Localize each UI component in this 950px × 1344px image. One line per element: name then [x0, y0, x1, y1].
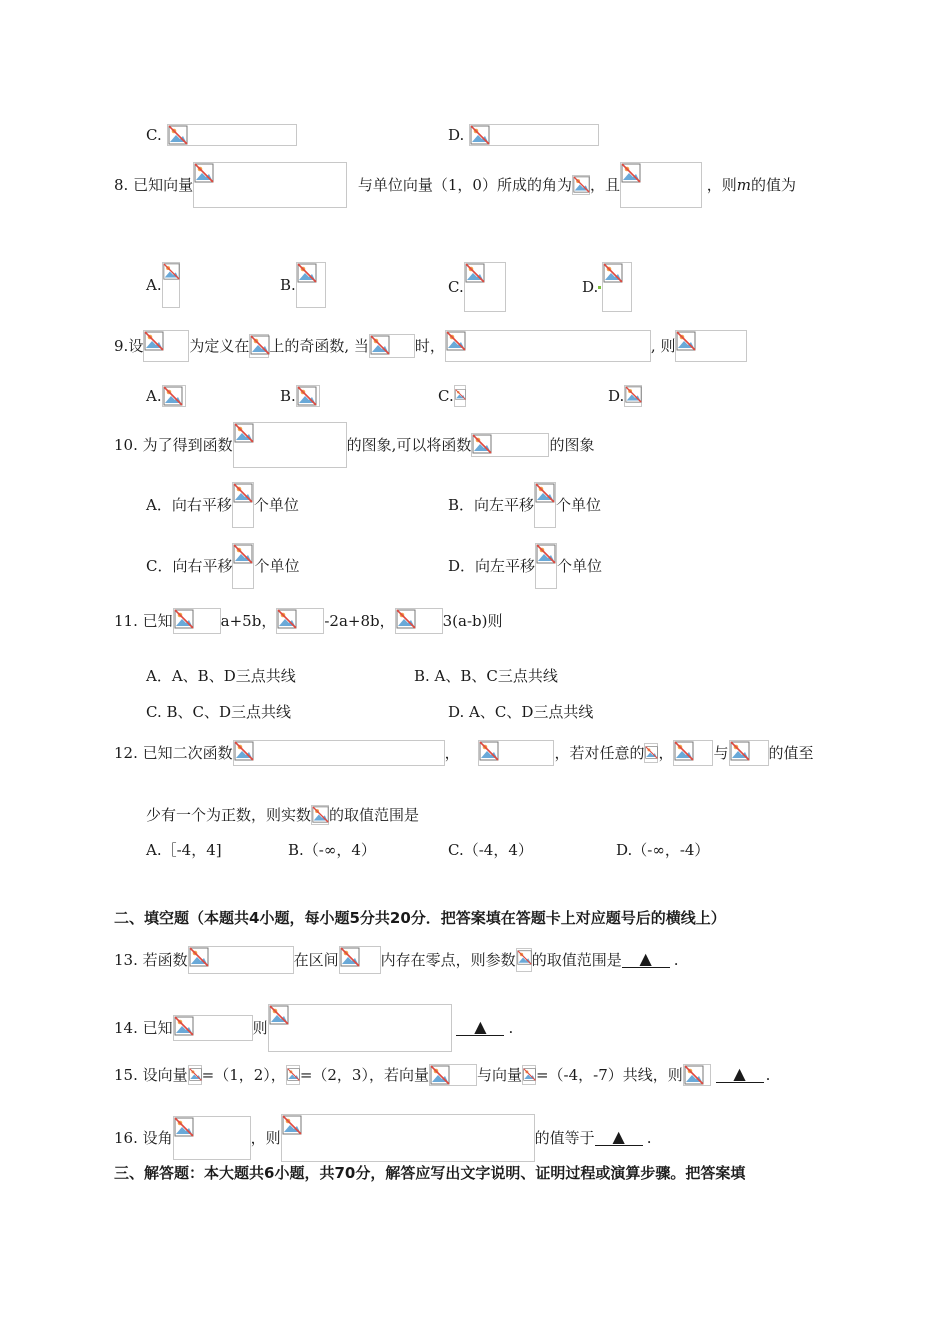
formula-image — [233, 422, 347, 468]
formula-image — [535, 543, 557, 589]
broken-image-icon — [684, 1065, 704, 1085]
broken-image-icon — [340, 947, 360, 967]
q9-option-a: A. — [146, 385, 186, 407]
broken-image-icon — [455, 386, 466, 403]
formula-image — [311, 805, 329, 825]
formula-image — [602, 262, 632, 312]
question-9: 9.设 为定义在 上的奇函数, 当 时， , 则 — [114, 330, 747, 362]
broken-image-icon — [312, 806, 329, 823]
formula-image — [249, 334, 269, 358]
broken-image-icon — [234, 423, 254, 443]
question-12-cont: 少有一个为正数，则实数 的取值范围是 — [146, 806, 420, 824]
broken-image-icon — [174, 1117, 194, 1137]
broken-image-icon — [189, 947, 209, 967]
broken-image-icon — [163, 263, 180, 280]
broken-image-icon — [250, 335, 270, 355]
question-15: 15. 设向量 =（1，2）， =（2，3），若向量 与向量 =（-4，-7）共线，则 ▲ . — [114, 1064, 771, 1084]
q12-option-a: A.［-4，4] — [146, 841, 222, 859]
broken-image-icon — [446, 331, 466, 351]
formula-image — [478, 740, 554, 766]
broken-image-icon — [189, 1066, 202, 1083]
formula-image — [464, 262, 506, 312]
section-2-heading: 二、填空题（本题共4小题，每小题5分共20分．把答案填在答题卡上对应题号后的横线上） — [114, 909, 726, 927]
broken-image-icon — [396, 609, 416, 629]
answer-blank: ▲ — [456, 1019, 504, 1036]
question-13: 13. 若函数 在区间 内存在零点，则参数 的取值范围是 ▲ . — [114, 946, 678, 974]
broken-image-icon — [645, 744, 658, 761]
formula-image — [162, 385, 186, 407]
broken-image-icon — [470, 125, 490, 145]
broken-image-icon — [430, 1065, 450, 1085]
formula-image — [173, 608, 221, 634]
formula-image — [572, 175, 590, 195]
formula-image — [188, 946, 294, 974]
formula-image — [276, 608, 324, 634]
formula-image — [143, 330, 189, 362]
formula-image — [339, 946, 381, 974]
q11-option-a: A．A、B、D三点共线 — [146, 667, 296, 685]
q9-option-c: C. — [438, 385, 466, 407]
broken-image-icon — [287, 1066, 300, 1083]
section-3-heading: 三、解答题：本大题共6小题，共70分，解答应写出文字说明、证明过程或演算步骤。把答案填 — [114, 1164, 746, 1182]
formula-image — [469, 124, 599, 146]
broken-image-icon — [465, 263, 485, 283]
formula-image — [232, 482, 254, 528]
broken-image-icon — [297, 263, 317, 283]
q9-option-b: B. — [280, 385, 320, 407]
q10-option-a: A．向右平移 个单位 — [146, 482, 299, 528]
formula-image — [281, 1114, 535, 1162]
question-16: 16. 设角 ，则 的值等于 ▲ . — [114, 1114, 651, 1162]
answer-blank: ▲ — [622, 951, 670, 968]
broken-image-icon — [233, 544, 253, 564]
q7-option-c: C. — [146, 124, 297, 146]
broken-image-icon — [625, 386, 642, 403]
broken-image-icon — [234, 741, 254, 761]
broken-image-icon — [535, 483, 555, 503]
question-11: 11. 已知 a+5b， -2a+8b， 3(a-b)则 — [114, 608, 502, 634]
q8-option-d: D. — [582, 262, 632, 312]
broken-image-icon — [479, 741, 499, 761]
q10-option-d: D．向左平移 个单位 — [448, 543, 602, 589]
broken-image-icon — [472, 434, 492, 454]
question-14: 14. 已知 则 ▲ . — [114, 1004, 513, 1052]
broken-image-icon — [676, 331, 696, 351]
formula-image — [620, 162, 702, 208]
broken-image-icon — [163, 386, 183, 406]
formula-image — [516, 948, 532, 972]
formula-image — [729, 740, 769, 766]
formula-image — [673, 740, 713, 766]
broken-image-icon — [233, 483, 253, 503]
broken-image-icon — [573, 176, 590, 193]
q12-option-b: B.（-∞，4） — [288, 841, 376, 859]
broken-image-icon — [277, 609, 297, 629]
broken-image-icon — [603, 263, 623, 283]
broken-image-icon — [282, 1115, 302, 1135]
q11-option-c: C. B、C、D三点共线 — [146, 703, 292, 721]
formula-image — [173, 1116, 251, 1160]
broken-image-icon — [297, 386, 317, 406]
answer-blank: ▲ — [716, 1066, 764, 1083]
formula-image — [683, 1064, 711, 1086]
q10-option-b: B．向左平移 个单位 — [448, 482, 601, 528]
formula-image — [445, 330, 651, 362]
formula-image — [675, 330, 747, 362]
formula-image — [454, 385, 466, 407]
formula-image — [233, 740, 445, 766]
formula-image — [624, 385, 642, 407]
formula-image — [522, 1065, 536, 1085]
formula-image — [534, 482, 556, 528]
formula-image — [173, 1015, 253, 1041]
formula-image — [188, 1065, 202, 1085]
broken-image-icon — [536, 544, 556, 564]
q8-option-c: C. — [448, 262, 506, 312]
formula-image — [162, 262, 180, 308]
broken-image-icon — [517, 949, 532, 966]
q12-option-d: D.（-∞，-4） — [616, 841, 710, 859]
answer-blank: ▲ — [595, 1129, 643, 1146]
q11-option-b: B. A、B、C三点共线 — [414, 667, 558, 685]
broken-image-icon — [194, 163, 214, 183]
broken-image-icon — [269, 1005, 289, 1025]
q11-option-d: D. A、C、D三点共线 — [448, 703, 594, 721]
q10-option-c: C．向右平移 个单位 — [146, 543, 300, 589]
broken-image-icon — [674, 741, 694, 761]
broken-image-icon — [730, 741, 750, 761]
q8-option-a: A. — [146, 262, 180, 308]
formula-image — [167, 124, 297, 146]
broken-image-icon — [174, 1016, 194, 1036]
q12-option-c: C.（-4，4） — [448, 841, 533, 859]
question-12: 12. 已知二次函数 ， ，若对任意的 ， 与 的值至 — [114, 740, 814, 766]
broken-image-icon — [168, 125, 188, 145]
question-8: 8. 已知向量 与单位向量（1，0）所成的角为 ，且 ，则m的值为 — [114, 162, 796, 208]
q7-option-d: D. — [448, 124, 599, 146]
formula-image — [644, 743, 658, 763]
question-10: 10. 为了得到函数 的图象,可以将函数 的图象 — [114, 422, 594, 468]
formula-image — [369, 334, 415, 358]
q8-option-b: B. — [280, 262, 326, 308]
broken-image-icon — [370, 335, 390, 355]
broken-image-icon — [621, 163, 641, 183]
formula-image — [296, 385, 320, 407]
q9-option-d: D. — [608, 385, 642, 407]
broken-image-icon — [174, 609, 194, 629]
formula-image — [471, 433, 549, 457]
formula-image — [296, 262, 326, 308]
formula-image — [395, 608, 443, 634]
formula-image — [429, 1064, 477, 1086]
formula-image — [232, 543, 254, 589]
formula-image — [286, 1065, 300, 1085]
broken-image-icon — [144, 331, 164, 351]
broken-image-icon — [523, 1066, 536, 1083]
formula-image — [193, 162, 347, 208]
formula-image — [268, 1004, 452, 1052]
